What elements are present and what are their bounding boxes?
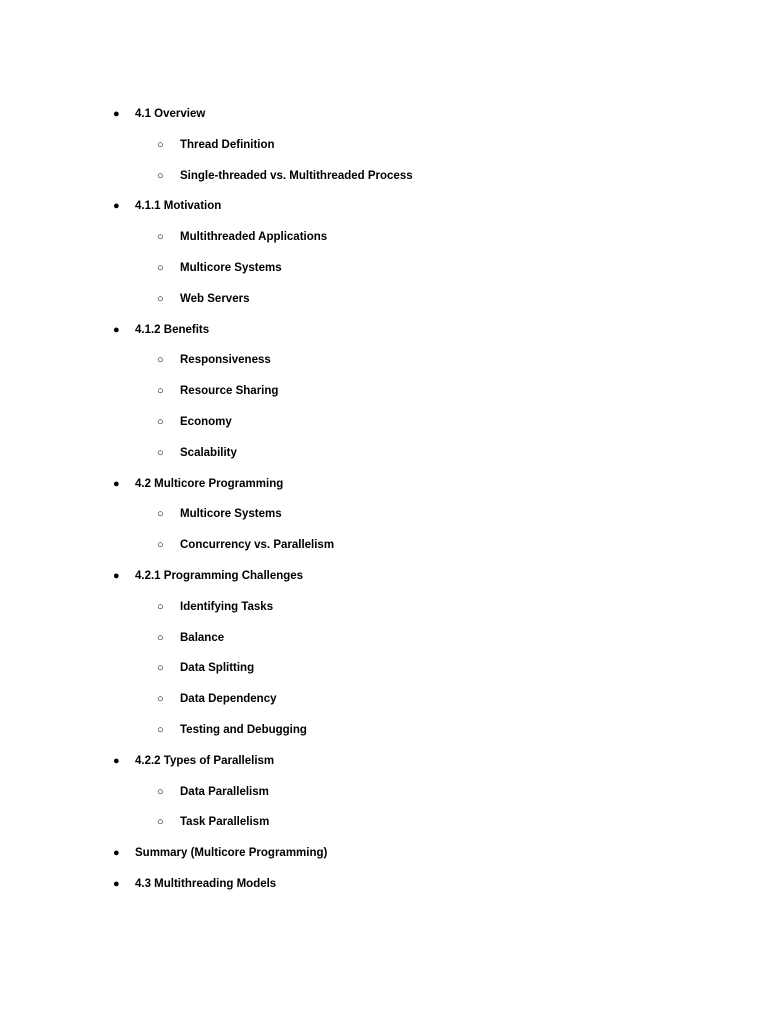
outline-subitem	[0, 807, 768, 838]
filled-bullet-icon: ●	[113, 877, 120, 890]
outline-subitem-label: Balance	[180, 631, 225, 644]
outline-heading-label: 4.3 Multithreading Models	[135, 877, 277, 890]
outline-subitem-label: Data Dependency	[180, 693, 277, 706]
filled-bullet-icon: ●	[113, 108, 120, 120]
outline-subitem	[0, 345, 768, 376]
outline-subitem-label: Task Parallelism	[180, 816, 270, 829]
hollow-bullet-icon: ○	[157, 723, 164, 736]
outline-heading-label: 4.1.2 Benefits	[135, 323, 210, 336]
outline-subitem-label: Multicore Systems	[180, 261, 282, 274]
hollow-bullet-icon: ○	[157, 169, 164, 182]
outline-subitem-label: Multithreaded Applications	[180, 231, 328, 244]
hollow-bullet-icon: ○	[157, 292, 164, 305]
outline-subitem	[0, 653, 768, 684]
outline-subitem-label: Concurrency vs. Parallelism	[180, 539, 335, 552]
outline-subitem-label: Single-threaded vs. Multithreaded Process	[180, 169, 413, 182]
outline-subitem	[0, 777, 768, 808]
outline-heading-label: 4.2.1 Programming Challenges	[135, 569, 304, 582]
document-outline	[0, 99, 768, 900]
outline-subitem-label: Data Splitting	[180, 662, 255, 675]
outline-heading-item	[0, 469, 768, 500]
outline-heading-item	[0, 191, 768, 222]
outline-subitem	[0, 284, 768, 315]
outline-subitem	[0, 130, 768, 161]
outline-subitem-label: Scalability	[180, 446, 237, 459]
filled-bullet-icon: ●	[113, 847, 120, 860]
filled-bullet-icon: ●	[113, 754, 120, 767]
outline-heading-label: 4.1.1 Motivation	[135, 200, 222, 213]
outline-subitem	[0, 684, 768, 715]
outline-heading-label: Summary (Multicore Programming)	[135, 847, 328, 860]
outline-heading-item	[0, 315, 768, 346]
outline-subitem-label: Economy	[180, 415, 232, 428]
outline-subitem	[0, 623, 768, 654]
outline-subitem-label: Responsiveness	[180, 354, 271, 367]
hollow-bullet-icon: ○	[157, 693, 164, 706]
outline-subitem-label: Multicore Systems	[180, 508, 282, 521]
hollow-bullet-icon: ○	[157, 261, 164, 274]
outline-heading-item	[0, 561, 768, 592]
outline-subitem	[0, 592, 768, 623]
outline-heading-label: 4.1 Overview	[135, 108, 206, 120]
outline-subitem-label: Thread Definition	[180, 138, 275, 151]
hollow-bullet-icon: ○	[157, 138, 164, 151]
hollow-bullet-icon: ○	[157, 231, 164, 244]
outline-subitem	[0, 715, 768, 746]
hollow-bullet-icon: ○	[157, 816, 164, 829]
outline-subitem	[0, 530, 768, 561]
outline-subitem	[0, 499, 768, 530]
filled-bullet-icon: ●	[113, 569, 120, 582]
hollow-bullet-icon: ○	[157, 785, 164, 798]
hollow-bullet-icon: ○	[157, 600, 164, 613]
hollow-bullet-icon: ○	[157, 446, 164, 459]
outline-heading-item	[0, 99, 768, 130]
outline-subitem-label: Testing and Debugging	[180, 723, 307, 736]
outline-subitem	[0, 161, 768, 192]
outline-subitem-label: Resource Sharing	[180, 385, 279, 398]
outline-subitem	[0, 438, 768, 469]
outline-subitem-label: Web Servers	[180, 292, 250, 305]
hollow-bullet-icon: ○	[157, 662, 164, 675]
hollow-bullet-icon: ○	[157, 508, 164, 521]
outline-subitem-label: Identifying Tasks	[180, 600, 274, 613]
outline-heading-label: 4.2 Multicore Programming	[135, 477, 284, 490]
filled-bullet-icon: ●	[113, 200, 120, 213]
filled-bullet-icon: ●	[113, 323, 120, 336]
hollow-bullet-icon: ○	[157, 415, 164, 428]
hollow-bullet-icon: ○	[157, 385, 164, 398]
filled-bullet-icon: ●	[113, 477, 120, 490]
hollow-bullet-icon: ○	[157, 631, 164, 644]
outline-subitem-label: Data Parallelism	[180, 785, 269, 798]
outline-heading-label: 4.2.2 Types of Parallelism	[135, 754, 275, 767]
outline-subitem	[0, 253, 768, 284]
outline-subitem	[0, 376, 768, 407]
outline-heading-item	[0, 869, 768, 900]
outline-heading-item	[0, 838, 768, 869]
hollow-bullet-icon: ○	[157, 354, 164, 367]
outline-subitem	[0, 222, 768, 253]
hollow-bullet-icon: ○	[157, 539, 164, 552]
outline-subitem	[0, 407, 768, 438]
outline-heading-item	[0, 746, 768, 777]
